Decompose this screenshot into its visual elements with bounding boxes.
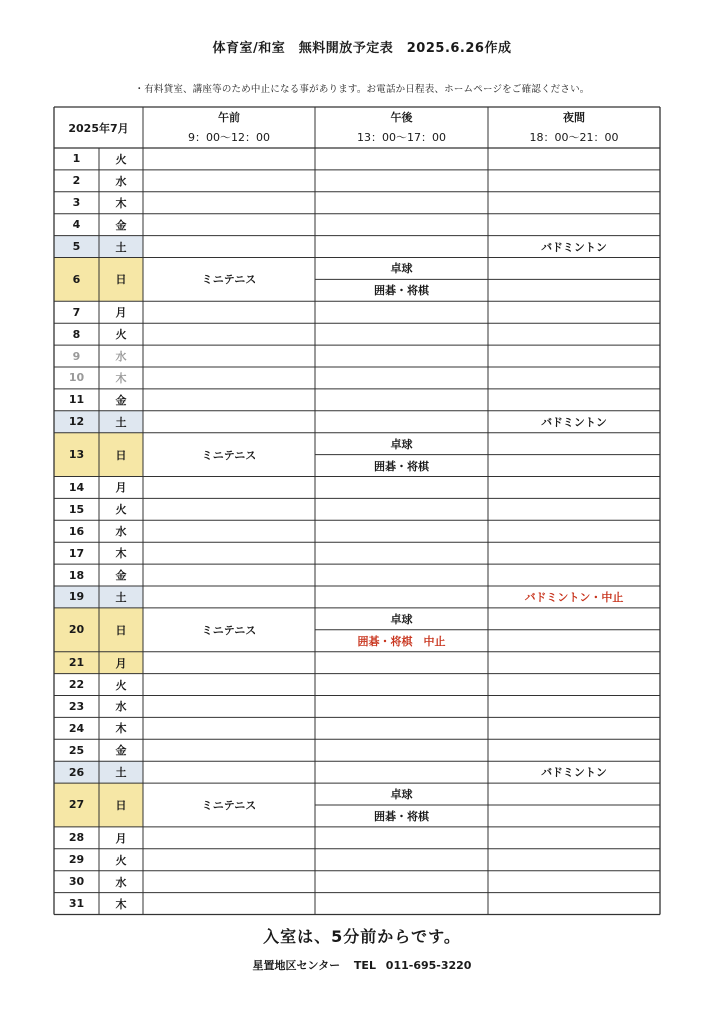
- morning-activity: ミニテニス: [201, 798, 257, 812]
- day-number: 29: [68, 853, 85, 867]
- weekday: 火: [115, 853, 127, 867]
- entry-note: 入室は、5分前からです。: [263, 927, 461, 946]
- column-time: 13：00～17：00: [357, 130, 446, 144]
- day-number: 2: [72, 174, 81, 188]
- day-number: 9: [72, 349, 81, 363]
- weekday: 月: [115, 306, 127, 320]
- day-number: 30: [68, 875, 85, 889]
- day-number: 17: [68, 546, 85, 560]
- afternoon-activity: 卓球: [390, 788, 413, 802]
- day-number: 20: [54, 608, 99, 652]
- weekday: 木: [115, 371, 127, 385]
- day-number: 18: [68, 568, 85, 582]
- afternoon-activity: 卓球: [390, 262, 413, 276]
- weekday: 金: [115, 218, 127, 232]
- weekday: 日: [99, 433, 143, 477]
- column-name: 午後: [390, 110, 413, 124]
- month-label: 2025年7月: [68, 121, 129, 135]
- column-header: [143, 107, 315, 148]
- afternoon-activity: 囲碁・将棋: [374, 809, 429, 823]
- weekday: 水: [115, 525, 127, 539]
- weekday: 木: [115, 196, 127, 210]
- weekday: 木: [115, 547, 127, 561]
- day-number: 22: [68, 678, 85, 692]
- weekday: 火: [115, 328, 127, 342]
- weekday: 土: [99, 761, 143, 783]
- weekday: 金: [115, 569, 127, 583]
- column-time: 9：00～12：00: [188, 130, 270, 144]
- weekday: 水: [115, 350, 127, 364]
- weekday: 水: [115, 875, 127, 889]
- column-header: [488, 107, 660, 148]
- day-number: 12: [54, 411, 99, 433]
- notice-text: ・有料貸室、講座等のため中止になる事があります。お電話か日程表、ホームページをご確認ください。: [134, 84, 590, 95]
- evening-activity: バドミントン: [541, 415, 607, 429]
- weekday: 日: [99, 258, 143, 302]
- morning-activity: ミニテニス: [201, 273, 257, 287]
- afternoon-activity: 卓球: [390, 612, 413, 626]
- day-number: 28: [68, 831, 85, 845]
- weekday: 木: [115, 722, 127, 736]
- weekday: 月: [115, 481, 127, 495]
- tel-label: TEL: [353, 959, 376, 972]
- day-number: 11: [68, 393, 85, 407]
- footer: [0, 957, 724, 973]
- weekday: 月: [99, 652, 143, 674]
- day-number: 21: [54, 652, 99, 674]
- day-number: 14: [68, 480, 85, 494]
- weekday: 土: [99, 411, 143, 433]
- weekday: 日: [99, 608, 143, 652]
- afternoon-activity: 卓球: [390, 437, 413, 451]
- page-title: 体育室/和室 無料開放予定表 2025.6.26作成: [212, 41, 512, 56]
- day-number: 15: [68, 502, 85, 516]
- day-number: 10: [68, 371, 85, 385]
- day-number: 7: [72, 305, 81, 319]
- day-number: 8: [72, 327, 81, 341]
- day-number: 24: [68, 721, 85, 735]
- weekday: 日: [99, 783, 143, 827]
- day-number: 16: [68, 524, 85, 538]
- day-number: 4: [72, 218, 81, 232]
- day-number: 31: [68, 897, 85, 911]
- day-number: 23: [68, 699, 85, 713]
- day-number: 6: [54, 258, 99, 302]
- weekday: 土: [99, 236, 143, 258]
- weekday: 水: [115, 700, 127, 714]
- day-number: 3: [72, 196, 81, 210]
- column-name: 夜間: [563, 110, 585, 124]
- evening-activity: バドミントン: [541, 240, 607, 254]
- afternoon-activity: 囲碁・将棋 中止: [357, 634, 446, 648]
- afternoon-activity: 囲碁・将棋: [374, 284, 429, 298]
- weekday: 火: [115, 678, 127, 692]
- column-time: 18：00～21：00: [529, 130, 619, 144]
- day-number: 19: [54, 586, 99, 608]
- day-number: 27: [54, 783, 99, 827]
- evening-activity: バドミントン・中止: [524, 590, 624, 604]
- weekday: 金: [115, 744, 127, 758]
- column-header: [315, 107, 488, 148]
- morning-activity: ミニテニス: [201, 448, 257, 462]
- day-number: 1: [72, 152, 81, 166]
- morning-activity: ミニテニス: [201, 623, 257, 637]
- day-number: 5: [54, 236, 99, 258]
- phone-number: 011-695-3220: [385, 959, 472, 972]
- day-number: 13: [54, 433, 99, 477]
- weekday: 火: [115, 503, 127, 517]
- weekday: 土: [99, 586, 143, 608]
- day-number: 26: [54, 761, 99, 783]
- afternoon-activity: 囲碁・将棋: [374, 459, 429, 473]
- weekday: 木: [115, 897, 127, 911]
- center-name: 星置地区センター: [252, 959, 341, 972]
- day-number: 25: [68, 743, 85, 757]
- evening-activity: バドミントン: [541, 766, 607, 780]
- weekday: 金: [115, 393, 127, 407]
- weekday: 水: [115, 174, 127, 188]
- weekday: 火: [115, 152, 127, 166]
- column-name: 午前: [218, 110, 240, 124]
- weekday: 月: [115, 831, 127, 845]
